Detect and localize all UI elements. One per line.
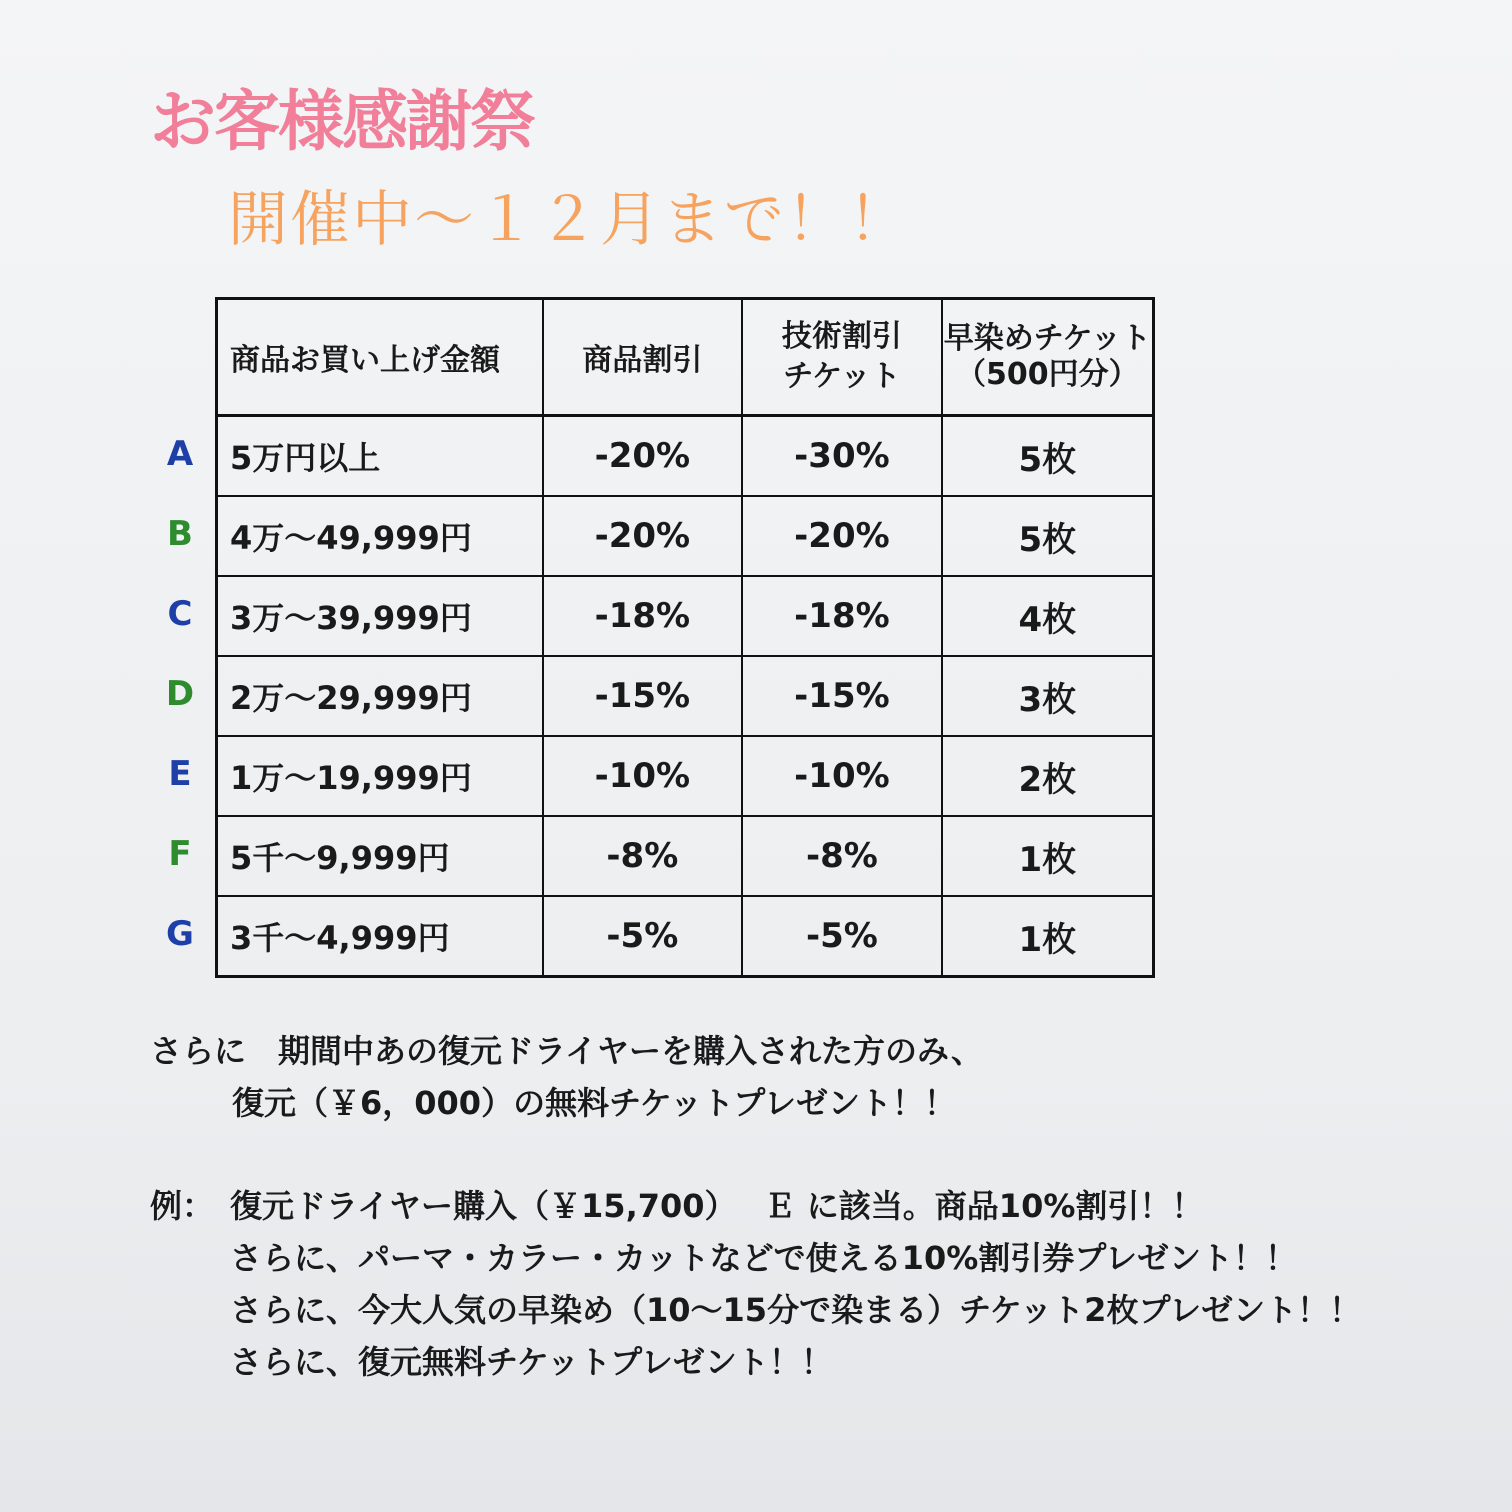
- cell-tech: -15%: [742, 656, 942, 736]
- cell-amount: 4万～49,999円: [217, 496, 543, 576]
- table-row: [217, 496, 1154, 576]
- cell-tech: -18%: [742, 576, 942, 656]
- header-ticket-line2: （500円分）: [956, 357, 1139, 392]
- header-tech-discount: [742, 299, 942, 416]
- cell-amount: 3千～4,999円: [217, 896, 543, 977]
- cell-product: -18%: [543, 576, 743, 656]
- example-line1: [150, 1180, 1361, 1232]
- cell-tech: -10%: [742, 736, 942, 816]
- row-label: A: [166, 434, 194, 474]
- row-label: B: [167, 514, 193, 554]
- cell-tech: -8%: [742, 816, 942, 896]
- page-subtitle: 開催中～１２月まで！！: [228, 185, 910, 255]
- header-product-discount: 商品割引: [543, 299, 743, 416]
- cell-tech: -5%: [742, 896, 942, 977]
- cell-amount: 1万～19,999円: [217, 736, 543, 816]
- table-row: [217, 896, 1154, 977]
- header-tech-line1: 技術割引: [781, 319, 902, 354]
- example-line2: さらに、パーマ・カラー・カットなどで使える10%割引券プレゼント！！: [230, 1239, 1297, 1277]
- table-row: [217, 816, 1154, 896]
- row-label: G: [166, 914, 194, 954]
- bonus-note-line1: さらに 期間中あの復元ドライヤーを購入された方のみ、: [150, 1032, 983, 1070]
- row-label: E: [168, 754, 192, 794]
- discount-table: [215, 297, 1155, 978]
- cell-product: -20%: [543, 416, 743, 497]
- header-quick-dye-ticket: [942, 299, 1154, 416]
- example-line4: さらに、復元無料チケットプレゼント！！: [230, 1343, 833, 1381]
- page-title: お客様感謝祭: [150, 83, 534, 160]
- table-header-row: [217, 299, 1154, 416]
- table-row: [217, 576, 1154, 656]
- cell-ticket: 5枚: [942, 416, 1154, 497]
- cell-amount: 2万～29,999円: [217, 656, 543, 736]
- cell-ticket: 1枚: [942, 896, 1154, 977]
- cell-amount: 5千～9,999円: [217, 816, 543, 896]
- cell-product: -15%: [543, 656, 743, 736]
- table-row: [217, 656, 1154, 736]
- cell-product: -8%: [543, 816, 743, 896]
- cell-amount: 5万円以上: [217, 416, 543, 497]
- example-line3: さらに、今大人気の早染め（10～15分で染まる）チケット2枚プレゼント！！: [230, 1291, 1362, 1329]
- cell-ticket: 5枚: [942, 496, 1154, 576]
- bonus-note-line2: 復元（￥6，000）の無料チケットプレゼント！！: [232, 1084, 956, 1122]
- cell-product: -10%: [543, 736, 743, 816]
- table-row: [217, 736, 1154, 816]
- row-label: C: [167, 594, 193, 634]
- row-labels: [150, 414, 210, 974]
- cell-amount: 3万～39,999円: [217, 576, 543, 656]
- header-amount: 商品お買い上げ金額: [217, 299, 543, 416]
- cell-tech: -20%: [742, 496, 942, 576]
- example-text1: 復元ドライヤー購入（￥15,700） Ｅ に該当。商品10%割引！！: [230, 1187, 1204, 1225]
- row-label: D: [165, 674, 195, 714]
- cell-ticket: 1枚: [942, 816, 1154, 896]
- cell-ticket: 4枚: [942, 576, 1154, 656]
- row-label: F: [168, 834, 192, 874]
- example-block: [150, 1180, 1361, 1388]
- cell-ticket: 2枚: [942, 736, 1154, 816]
- header-tech-line2: チケット: [783, 359, 901, 394]
- header-ticket-line1: 早染めチケット: [943, 321, 1152, 356]
- table-row: [217, 416, 1154, 497]
- cell-tech: -30%: [742, 416, 942, 497]
- cell-product: -5%: [543, 896, 743, 977]
- cell-ticket: 3枚: [942, 656, 1154, 736]
- example-prefix: 例：: [150, 1187, 215, 1225]
- cell-product: -20%: [543, 496, 743, 576]
